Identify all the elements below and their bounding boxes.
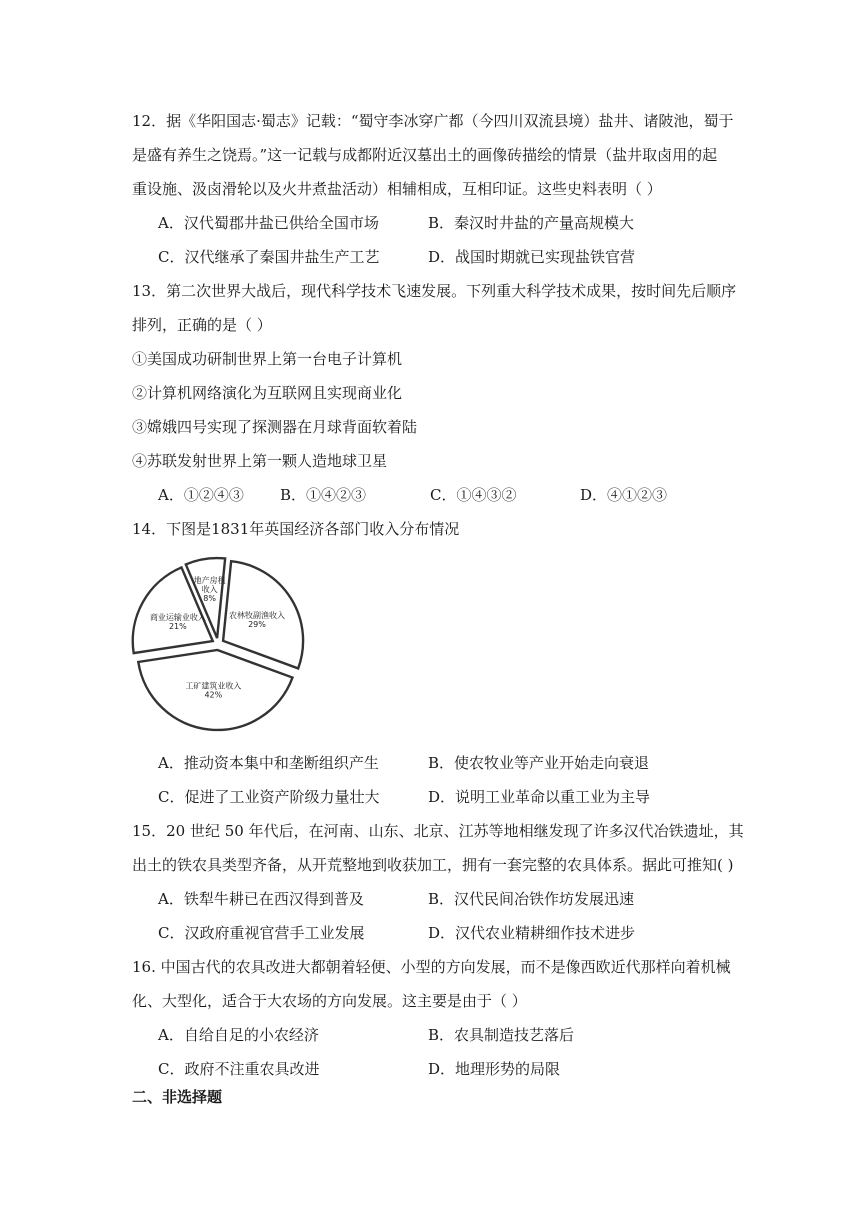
q13-line-1: 13．第二次世界大战后，现代科学技术飞速发展。下列重大科学技术成果，按时间先后顺序 [132,282,737,300]
q13-option-b: B．①④②③ [280,486,367,504]
q16-option-c: C．政府不注重农具改进 [158,1060,320,1078]
q14-option-c: C．促进了工业资产阶级力量壮大 [158,788,380,806]
q13-item-4: ④苏联发射世界上第一颗人造地球卫星 [132,452,388,470]
q13-option-d: D．④①②③ [580,486,668,504]
pie-label-3: 商业运输业收入 21% [149,613,206,632]
q13-item-2: ②计算机网络演化为互联网且实现商业化 [132,384,403,402]
q14-option-d: D．说明工业革命以重工业为主导 [428,788,651,806]
pie-label-4: 地产房租收入 8% [193,576,226,604]
q15-line-2: 出土的铁农具类型齐备，从开荒整地到收获加工，拥有一套完整的农具体系。据此可推知( ) [132,856,734,874]
q12-line-3: 重设施、汲卤滑轮以及火井煮盐活动）相辅相成，互相印证。这些史料表明（ ） [132,180,662,198]
q16-line-1: 16. 中国古代的农具改进大都朝着轻便、小型的方向发展，而不是像西欧近代那样向着机械 [132,958,731,976]
pie-label-2: 工矿建筑业收入 42% [185,681,242,700]
pie-label-1: 农林牧副渔收入 29% [228,611,285,630]
q15-line-1: 15．20 世纪 50 年代后，在河南、山东、北京、江苏等地相继发现了许多汉代冶铁遗址，其 [132,822,744,840]
q15-option-b: B．汉代民间冶铁作坊发展迅速 [428,890,635,908]
q15-option-c: C．汉政府重视官营手工业发展 [158,924,365,942]
q16-line-2: 化、大型化，适合于大农场的方向发展。这主要是由于（ ） [132,992,527,1010]
q14-option-a: A．推动资本集中和垄断组织产生 [158,754,379,772]
q13-option-c: C．①④③② [430,486,517,504]
q13-option-a: A．①②④③ [158,486,244,504]
q14-option-b: B．使农牧业等产业开始走向衰退 [428,754,650,772]
q16-option-a: A．自给自足的小农经济 [158,1026,319,1044]
q14-line-1: 14．下图是1831年英国经济各部门收入分布情况 [132,520,460,538]
q13-line-2: 排列，正确的是（ ） [132,316,272,334]
q15-option-d: D．汉代农业精耕细作技术进步 [428,924,636,942]
section-title-non-choice: 二、非选择题 [132,1088,223,1106]
q13-item-3: ③嫦娥四号实现了探测器在月球背面软着陆 [132,418,418,436]
q12-option-b: B．秦汉时井盐的产量高规模大 [428,214,635,232]
q12-line-1: 12．据《华阳国志·蜀志》记载：“蜀守李冰穿广都（今四川双流县境）盐井、诸陂池，蜀于 [132,112,734,130]
income-pie-chart [130,549,310,739]
q16-option-d: D．地理形势的局限 [428,1060,561,1078]
q12-option-d: D．战国时期就已实现盐铁官营 [428,248,636,266]
q15-option-a: A．铁犁牛耕已在西汉得到普及 [158,890,364,908]
q16-option-b: B．农具制造技艺落后 [428,1026,575,1044]
q12-option-c: C．汉代继承了秦国井盐生产工艺 [158,248,380,266]
q12-line-2: 是盛有养生之饶焉。”这一记载与成都附近汉墓出土的画像砖描绘的情景（盐井取卤用的起 [132,146,718,164]
q13-item-1: ①美国成功研制世界上第一台电子计算机 [132,350,403,368]
q12-option-a: A．汉代蜀郡井盐已供给全国市场 [158,214,379,232]
